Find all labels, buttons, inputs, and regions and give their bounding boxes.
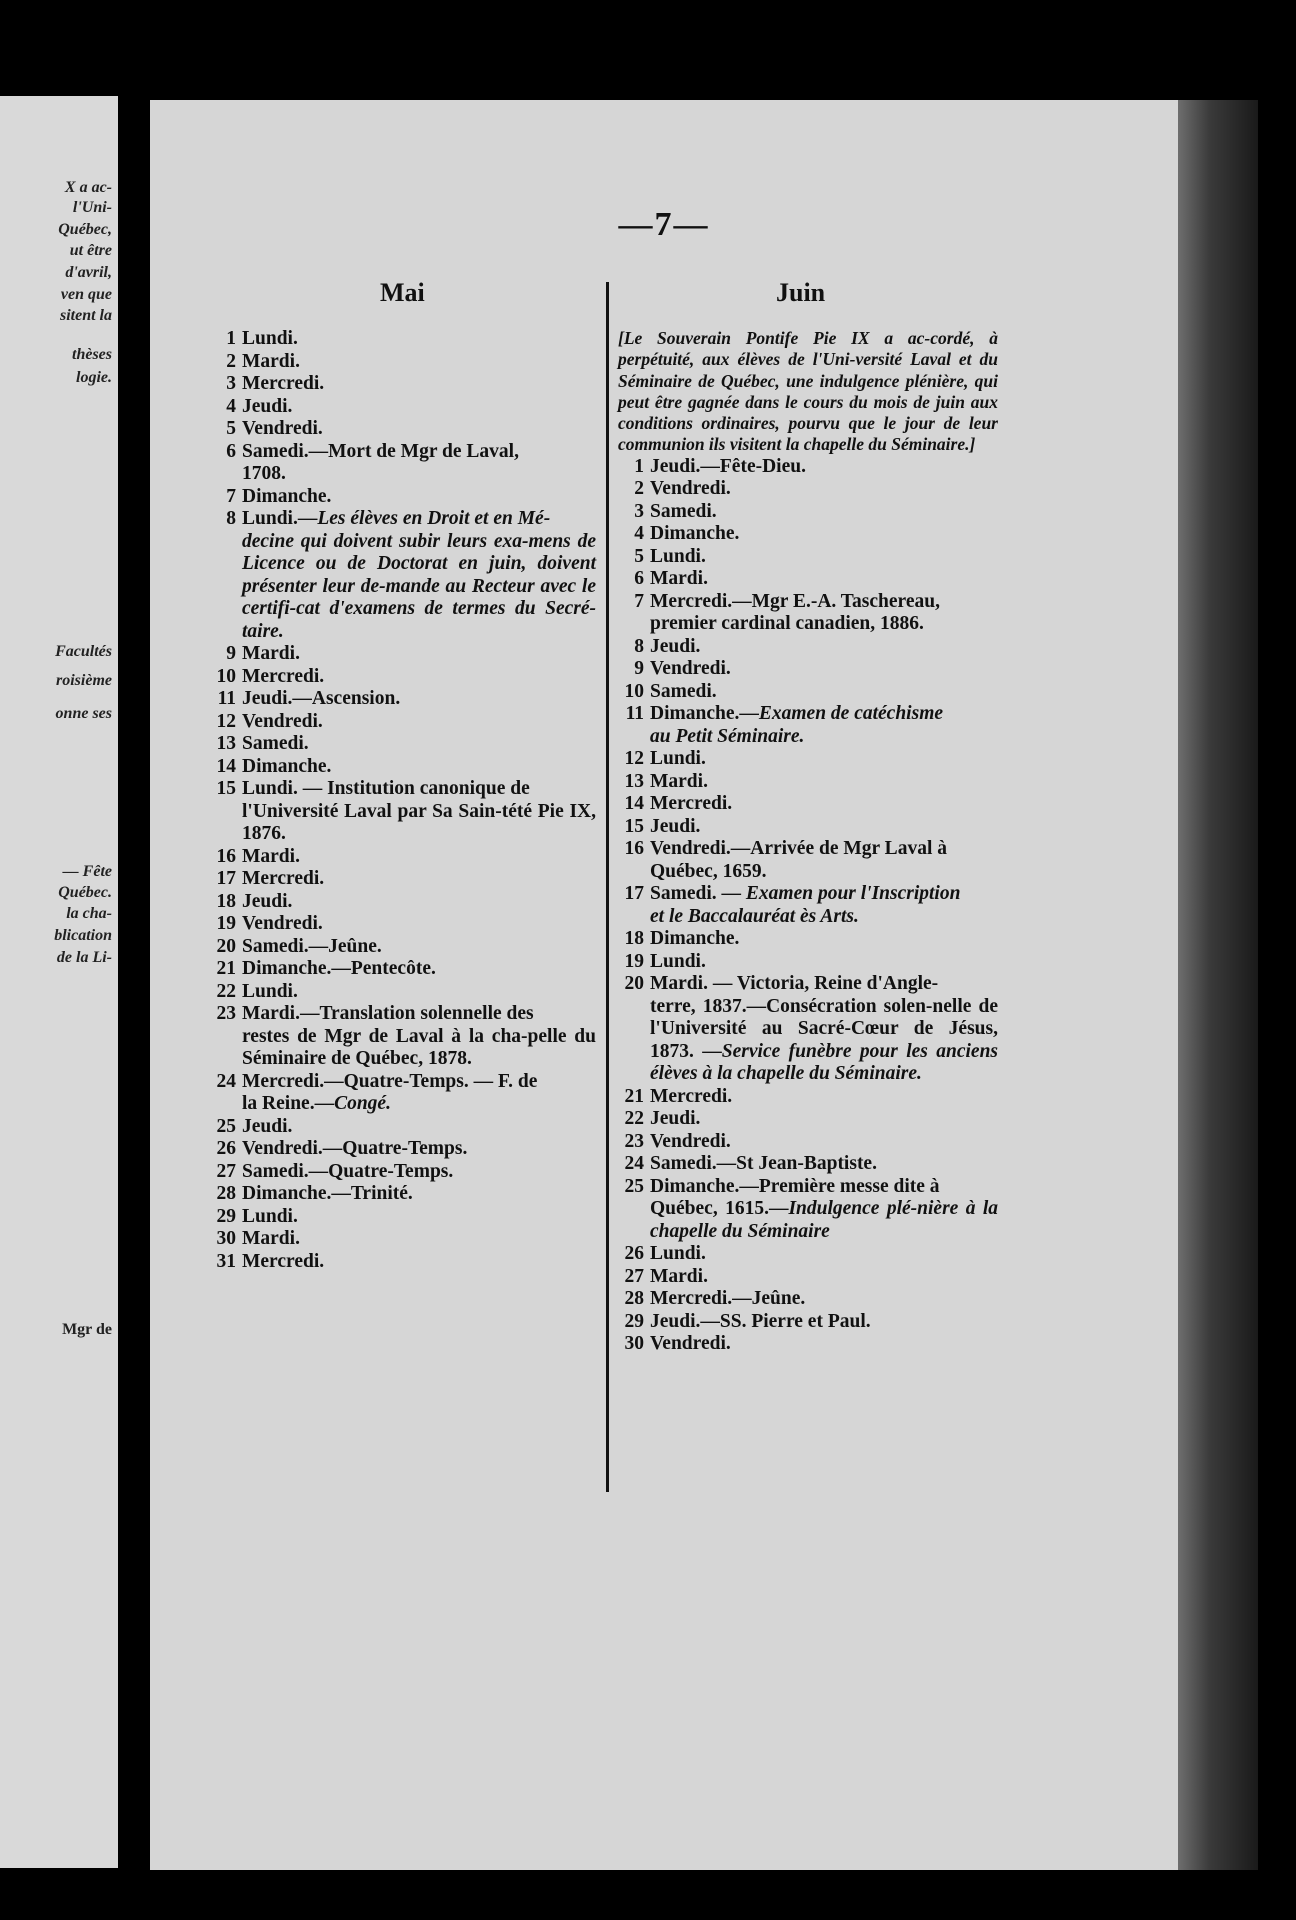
day-continuation: terre, 1837.—Consécration solen-nelle de l'Université au Sacré-Cœur de Jésus, 1873. — [650, 995, 998, 1062]
mai-day-entry [210, 846, 596, 869]
day-text: Samedi. [242, 733, 309, 754]
mai-day-entry [210, 1183, 596, 1206]
day-continuation: restes de Mgr de Laval à la cha-pelle du Séminaire de Québec, 1878. [242, 1025, 596, 1069]
day-number: 7 [226, 485, 236, 507]
day-number: 16 [216, 845, 236, 867]
day-text-italic: Les élèves en Droit et en Mé- [317, 508, 551, 529]
day-text: Jeudi. [242, 890, 293, 912]
calendar-page [150, 100, 1178, 1870]
day-text: Vendredi.—Quatre-Temps. [242, 1138, 468, 1159]
day-number: 18 [624, 928, 644, 950]
day-number: 2 [634, 478, 644, 500]
day-number: 27 [216, 1160, 236, 1182]
mai-day-entry [210, 1251, 596, 1274]
day-continuation-italic: Indulgence plé-nière à la chapelle du Séminaire [650, 1198, 998, 1242]
day-number: 1 [226, 328, 236, 349]
day-text-italic: Examen de catéchisme [758, 703, 944, 725]
mai-day-entry [210, 913, 596, 936]
day-text: Lundi. [242, 328, 298, 349]
mai-day-entry [210, 666, 596, 689]
juin-day-entry [618, 1153, 998, 1176]
left-page-fragment: X a ac- [64, 179, 112, 196]
mai-day-entry [210, 643, 596, 666]
juin-day-entry [618, 681, 998, 704]
day-number: 4 [226, 395, 236, 417]
day-text: Mardi. [242, 643, 300, 664]
day-text: Mardi. [242, 1228, 300, 1249]
day-text: Mercredi. [650, 793, 733, 815]
juin-day-entry [618, 928, 998, 951]
day-number: 26 [624, 1243, 644, 1265]
day-text: Dimanche. [650, 523, 740, 545]
day-text: Mercredi.—Jeûne. [650, 1288, 806, 1310]
day-number: 29 [216, 1205, 236, 1227]
juin-day-entry [618, 591, 998, 636]
juin-day-entry [618, 456, 998, 479]
left-page-fragment: roisième [56, 672, 112, 689]
day-continuation: 1708. [242, 463, 286, 484]
left-page-edge [0, 96, 118, 1868]
day-number: 14 [216, 755, 236, 777]
day-text: Vendredi. [650, 1130, 731, 1152]
day-number: 1 [634, 455, 644, 477]
juin-day-entry [618, 1333, 998, 1356]
left-page-fragment: l'Uni- [72, 199, 112, 216]
mai-day-entry [210, 1071, 596, 1116]
day-number: 23 [624, 1130, 644, 1152]
day-number: 19 [624, 950, 644, 972]
juin-day-entry [618, 1176, 998, 1244]
left-page-fragment: ven que [60, 286, 112, 303]
day-number: 11 [217, 688, 236, 709]
juin-day-entry [618, 1311, 998, 1334]
day-number: 22 [624, 1108, 644, 1130]
juin-day-entry [618, 793, 998, 816]
day-text: Samedi.—Jeûne. [242, 935, 382, 957]
page-number: —7— [618, 206, 710, 243]
day-text: Mercredi. [242, 373, 325, 394]
day-text: Vendredi. [650, 1333, 731, 1355]
juin-indulgence-note: [Le Souverain Pontife Pie IX a ac-cordé, à perpétuité, aux élèves de l'Uni-versité Laval et du Séminaire de Québec, une indulgence plénière, qui peut être gagnée dans le cours du mois de juin aux conditions ordinaires, pourvu que le jour de leur communion ils visitent la chapelle du Séminaire.] [618, 328, 998, 455]
day-text: Jeudi.—Ascension. [242, 688, 401, 709]
mai-day-entry [210, 351, 596, 374]
day-continuation: premier cardinal canadien, 1886. [650, 613, 924, 635]
left-page-fragment: d'avril, [65, 264, 112, 281]
day-number: 8 [226, 508, 236, 529]
juin-day-entry [618, 883, 998, 928]
day-number: 18 [216, 890, 236, 912]
day-text: Vendredi. [650, 658, 731, 680]
mai-title: Mai [380, 278, 425, 307]
day-continuation-italic: au Petit Séminaire. [650, 725, 805, 747]
day-text: Vendredi. [242, 418, 323, 439]
mai-day-entry [210, 418, 596, 441]
day-text: Dimanche.— [650, 703, 759, 725]
day-text: Mercredi.—Mgr E.-A. Taschereau, [650, 590, 940, 612]
day-number: 14 [624, 793, 644, 815]
day-text: Dimanche.—Pentecôte. [242, 958, 436, 979]
day-text: Vendredi.—Arrivée de Mgr Laval à [650, 838, 947, 860]
day-number: 5 [226, 418, 236, 439]
day-text: Mercredi. [650, 1085, 733, 1107]
juin-day-entry [618, 1243, 998, 1266]
day-number: 3 [634, 500, 644, 522]
day-text: Mardi. [242, 845, 300, 867]
day-text: Mardi. — Victoria, Reine d'Angle- [650, 973, 939, 995]
mai-day-entry [210, 1228, 596, 1251]
day-text: Jeudi.—Fête-Dieu. [650, 455, 806, 477]
day-number: 20 [216, 935, 236, 957]
day-text: Jeudi. [650, 815, 701, 837]
day-text: Mardi. [650, 568, 708, 590]
day-text: Mardi. [650, 1265, 708, 1287]
day-text: Lundi. [650, 950, 706, 972]
juin-day-entry [618, 748, 998, 771]
day-number: 13 [624, 770, 644, 792]
day-number: 17 [624, 883, 644, 905]
day-text: Lundi.— [242, 508, 318, 529]
day-number: 31 [216, 1250, 236, 1272]
day-text: Lundi. [650, 1243, 706, 1265]
day-number: 26 [216, 1138, 236, 1159]
day-text: Samedi.—St Jean-Baptiste. [650, 1153, 877, 1175]
left-page-fragment: logie. [76, 369, 112, 386]
day-text: Jeudi. [650, 635, 701, 657]
day-number: 9 [226, 643, 236, 664]
page-binding-shadow [1178, 100, 1258, 1870]
day-text: Jeudi.—SS. Pierre et Paul. [650, 1310, 871, 1332]
day-text: Lundi. [650, 748, 706, 770]
mai-day-entry [210, 868, 596, 891]
day-number: 6 [226, 440, 236, 462]
day-number: 23 [216, 1003, 236, 1024]
juin-day-entry [618, 501, 998, 524]
day-number: 17 [216, 868, 236, 889]
day-text: Dimanche. [650, 928, 740, 950]
day-text: Jeudi. [650, 1108, 701, 1130]
mai-day-entry [210, 1138, 596, 1161]
day-text: Lundi. — Institution canonique de [242, 778, 530, 799]
day-number: 20 [624, 973, 644, 995]
day-text: Samedi.—Mort de Mgr de Laval, [242, 440, 519, 462]
day-text: Samedi. [650, 500, 717, 522]
day-text-italic: Examen pour l'Inscription [745, 883, 961, 905]
day-number: 4 [634, 523, 644, 545]
day-number: 10 [216, 665, 236, 687]
day-number: 30 [216, 1228, 236, 1249]
day-number: 27 [624, 1265, 644, 1287]
day-text: Vendredi. [242, 710, 323, 732]
juin-day-entry [618, 568, 998, 591]
day-continuation: Québec, 1659. [650, 860, 767, 882]
juin-day-entry [618, 636, 998, 659]
left-page-fragment: ut être [69, 242, 112, 259]
day-number: 24 [624, 1153, 644, 1175]
juin-day-entry [618, 703, 998, 748]
left-page-fragment: onne ses [55, 705, 112, 722]
day-number: 25 [216, 1115, 236, 1137]
mai-day-entry [210, 1116, 596, 1139]
day-number: 9 [634, 658, 644, 680]
mai-day-entry [210, 373, 596, 396]
day-continuation: Québec, 1615.— [650, 1198, 789, 1220]
mai-day-entry [210, 1206, 596, 1229]
mai-column [210, 328, 596, 1273]
day-text: Dimanche.—Première messe dite à [650, 1175, 940, 1197]
day-number: 15 [216, 778, 236, 799]
day-number: 24 [216, 1070, 236, 1092]
juin-day-entry [618, 816, 998, 839]
mai-day-entry [210, 441, 596, 486]
day-text: Samedi. [650, 680, 717, 702]
mai-day-entry [210, 891, 596, 914]
day-text: Jeudi. [242, 395, 293, 417]
day-number: 28 [624, 1288, 644, 1310]
day-number: 22 [216, 980, 236, 1002]
juin-day-entry [618, 1266, 998, 1289]
juin-day-entry [618, 973, 998, 1086]
day-number: 15 [624, 815, 644, 837]
day-number: 12 [216, 710, 236, 732]
juin-day-entry [618, 546, 998, 569]
mai-day-entry [210, 711, 596, 734]
mai-day-entry [210, 1003, 596, 1071]
day-text: Jeudi. [242, 1115, 293, 1137]
day-continuation: la Reine.— [242, 1093, 335, 1114]
juin-day-entry [618, 951, 998, 974]
day-number: 2 [226, 350, 236, 372]
day-continuation-italic: et le Baccalauréat ès Arts. [650, 905, 859, 927]
day-number: 29 [624, 1310, 644, 1332]
mai-day-entry [210, 958, 596, 981]
juin-day-entry [618, 523, 998, 546]
day-text: Mercredi.—Quatre-Temps. — F. de [242, 1070, 538, 1092]
day-continuation-italic: decine qui doivent subir leurs exa-mens de Licence ou de Doctorat en juin, doivent présenter leur de-mande au Recteur avec le certifi-cat d'examens de termes du Secré-taire. [242, 530, 596, 642]
day-text: Vendredi. [242, 913, 323, 934]
day-number: 19 [216, 913, 236, 934]
left-page-fragment: Québec, [58, 221, 112, 238]
day-continuation: l'Université Laval par Sa Sain-tété Pie IX, 1876. [242, 800, 596, 844]
left-page-fragment: de la Li- [56, 949, 112, 966]
mai-day-entry [210, 756, 596, 779]
mai-day-entry [210, 508, 596, 643]
juin-day-entry [618, 1086, 998, 1109]
left-page-fragment: la cha- [66, 905, 112, 922]
day-text: Lundi. [242, 1205, 298, 1227]
day-number: 8 [634, 635, 644, 657]
day-number: 3 [226, 373, 236, 394]
left-page-fragment: thèses [72, 346, 112, 363]
juin-day-entry [618, 1288, 998, 1311]
day-text: Mercredi. [242, 1250, 325, 1272]
day-continuation-italic: Service funèbre pour les anciens élèves à la chapelle du Séminaire. [650, 1040, 999, 1085]
mai-day-entry [210, 688, 596, 711]
day-number: 10 [624, 680, 644, 702]
mai-day-entry [210, 936, 596, 959]
mai-day-entry [210, 1161, 596, 1184]
juin-day-entry [618, 771, 998, 794]
left-page-fragment: Facultés [55, 643, 112, 660]
day-text: Mardi. [242, 350, 300, 372]
day-text: Vendredi. [650, 478, 731, 500]
day-number: 30 [624, 1333, 644, 1355]
day-number: 21 [216, 958, 236, 979]
juin-day-entry [618, 1131, 998, 1154]
day-number: 25 [624, 1175, 644, 1197]
day-text: Mardi. [650, 770, 708, 792]
left-page-fragment: — Fête [62, 863, 112, 880]
mai-day-entry [210, 778, 596, 846]
day-number: 7 [634, 590, 644, 612]
day-number: 5 [634, 545, 644, 567]
day-text: Mercredi. [242, 868, 325, 889]
mai-day-entry [210, 328, 596, 351]
day-text: Mardi.—Translation solennelle des [242, 1003, 534, 1024]
juin-day-entry [618, 838, 998, 883]
mai-day-entry [210, 733, 596, 756]
day-text: Lundi. [650, 545, 706, 567]
day-text: Samedi. — [650, 883, 746, 905]
day-number: 6 [634, 568, 644, 590]
left-page-fragment: Québec. [58, 884, 112, 901]
day-text: Dimanche.—Trinité. [242, 1183, 413, 1204]
day-text: Mercredi. [242, 665, 325, 687]
mai-day-entry [210, 486, 596, 509]
day-number: 16 [624, 838, 644, 860]
day-text: Lundi. [242, 980, 298, 1002]
juin-day-entry [618, 1108, 998, 1131]
day-number: 28 [216, 1183, 236, 1204]
day-text: Dimanche. [242, 755, 332, 777]
juin-day-entry [618, 658, 998, 681]
juin-title: Juin [776, 278, 826, 307]
day-number: 21 [624, 1085, 644, 1107]
juin-day-entry [618, 478, 998, 501]
day-text: Dimanche. [242, 485, 332, 507]
column-divider [606, 282, 609, 1492]
day-continuation-italic: Congé. [334, 1093, 391, 1114]
left-page-fragment: Mgr de [62, 1321, 112, 1338]
mai-day-entry [210, 981, 596, 1004]
day-number: 12 [624, 748, 644, 770]
mai-day-entry [210, 396, 596, 419]
day-number: 11 [625, 703, 644, 725]
left-page-fragment: blication [54, 927, 112, 944]
day-number: 13 [216, 733, 236, 754]
left-page-fragment: sitent la [59, 307, 112, 324]
juin-column [618, 328, 998, 1356]
day-text: Samedi.—Quatre-Temps. [242, 1160, 454, 1182]
